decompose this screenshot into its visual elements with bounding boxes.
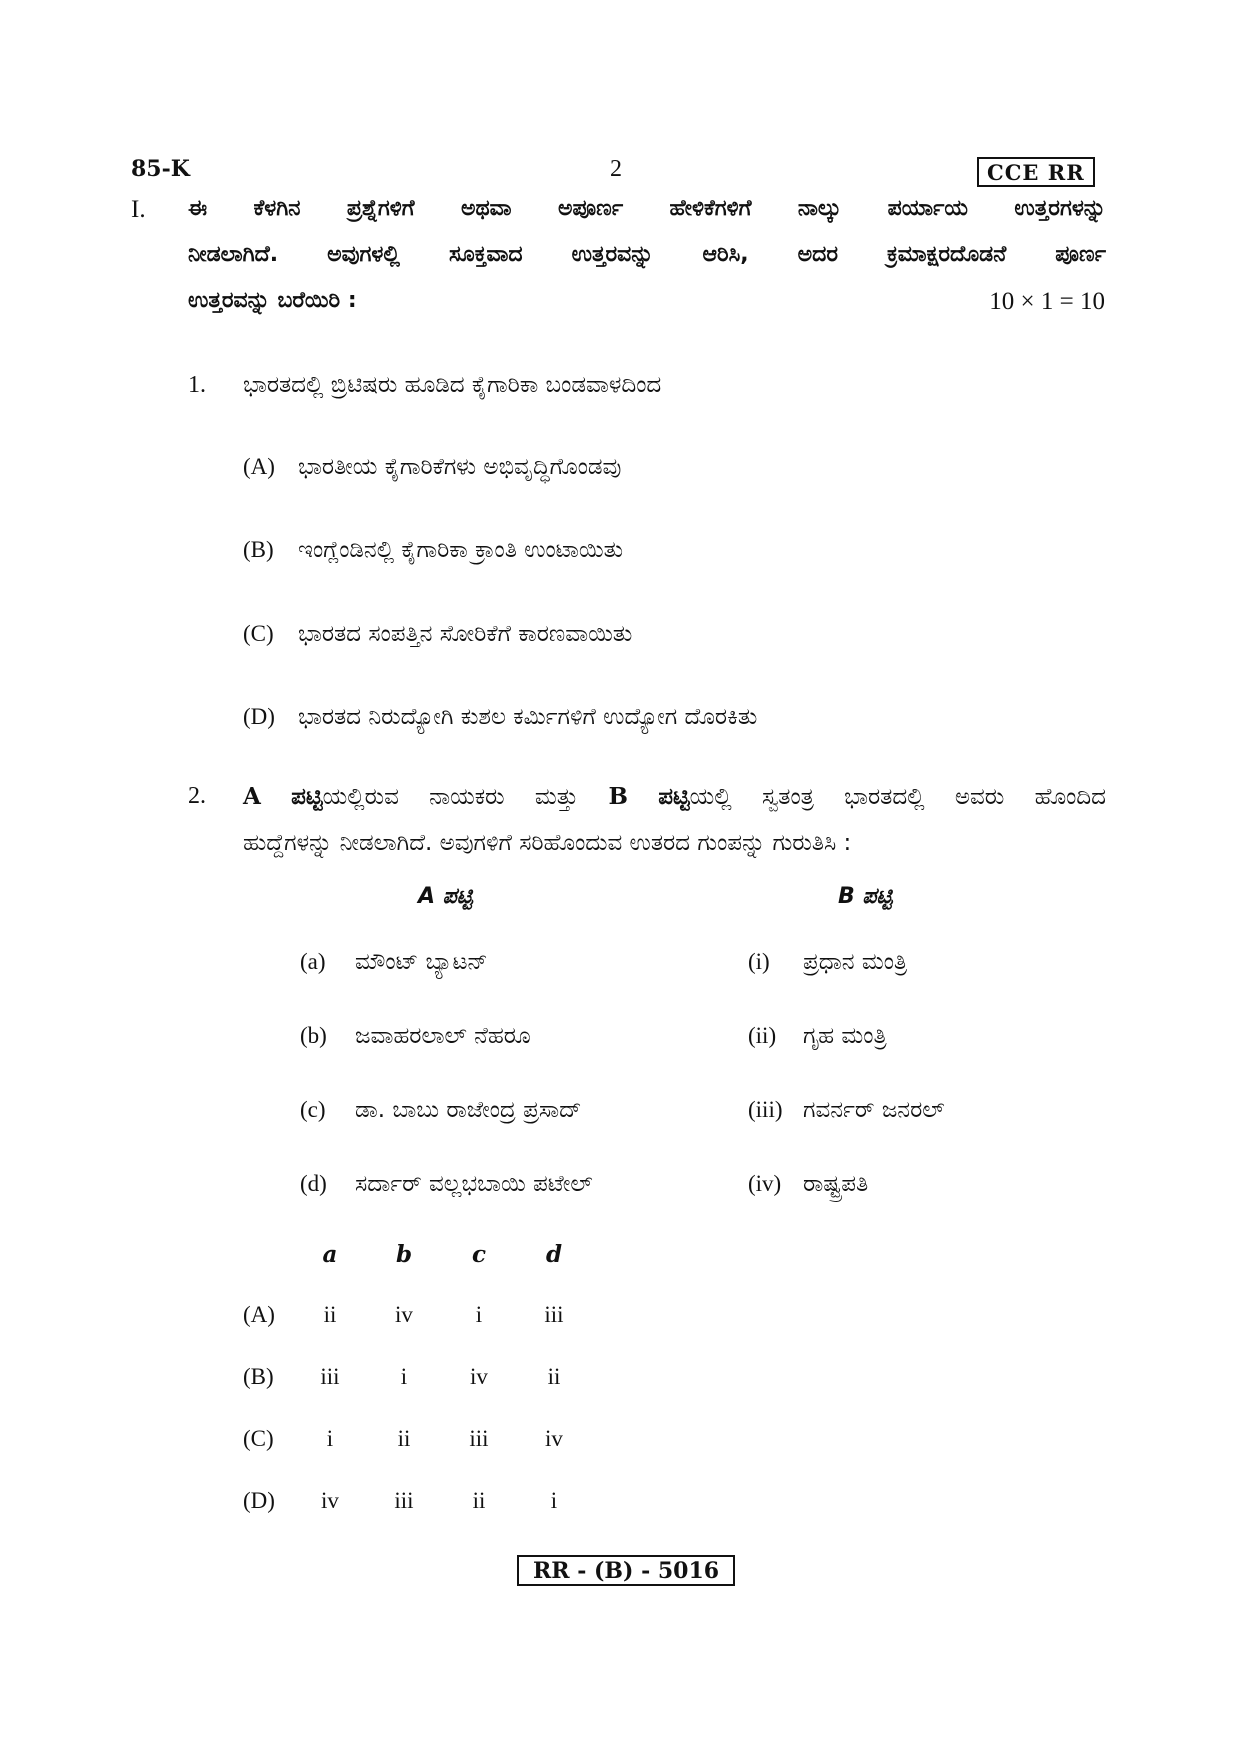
option-c-text: ಭಾರತದ ಸಂಪತ್ತಿನ ಸೋರಿಕೆಗೆ ಕಾರಣವಾಯಿತು xyxy=(298,621,633,647)
table-cell: iv xyxy=(321,1488,339,1513)
table-cell: iv xyxy=(545,1426,563,1451)
table-cell: ii xyxy=(397,1426,411,1451)
table-cell: i xyxy=(550,1488,558,1513)
table-cell: i xyxy=(400,1364,408,1389)
marks-allocation: 10 × 1 = 10 xyxy=(989,288,1105,315)
column-a-label: (a) xyxy=(300,949,326,974)
paper-code: 85-K xyxy=(131,156,190,182)
table-cell: ii xyxy=(472,1488,486,1513)
answer-row-label: (A) xyxy=(243,1302,275,1327)
column-a-header: A ಪಟ್ಟಿ xyxy=(418,884,473,909)
table-header-b: b xyxy=(395,1241,413,1268)
option-a-label: (A) xyxy=(243,454,275,479)
column-b-label: (iv) xyxy=(748,1171,782,1196)
table-cell: iii xyxy=(394,1488,414,1513)
scheme-badge: CCE RR xyxy=(977,157,1095,187)
footer-code: RR - (B) - 5016 xyxy=(517,1555,735,1586)
column-a-item: ಡಾ. ಬಾಬು ರಾಜೇಂದ್ರ ಪ್ರಸಾದ್ xyxy=(355,1097,582,1123)
list-b-letter: B xyxy=(608,783,628,810)
option-d-text: ಭಾರತದ ನಿರುದ್ಯೋಗಿ ಕುಶಲ ಕರ್ಮಿಗಳಿಗೆ ಉದ್ಯೋಗ ದೊರಕಿತು xyxy=(298,704,758,730)
table-cell: ii xyxy=(323,1302,337,1327)
option-b-text: ಇಂಗ್ಲೆಂಡಿನಲ್ಲಿ ಕೈಗಾರಿಕಾ ಕ್ರಾಂತಿ ಉಂಟಾಯಿತು xyxy=(298,537,624,563)
answer-row-label: (B) xyxy=(243,1364,274,1389)
column-a-item: ಸರ್ದಾರ್ ವಲ್ಲಭಬಾಯಿ ಪಟೇಲ್ xyxy=(355,1171,593,1197)
column-b-label: (ii) xyxy=(748,1023,777,1048)
section-number: I. xyxy=(131,196,146,223)
column-b-item: ಗವರ್ನರ್ ಜನರಲ್ xyxy=(803,1097,945,1123)
question-text: ಭಾರತದಲ್ಲಿ ಬ್ರಿಟಿಷರು ಹೂಡಿದ ಕೈಗಾರಿಕಾ ಬಂಡವಾಳದಿಂದ xyxy=(243,372,662,398)
list-a-word: ಪಟ್ಟಿ xyxy=(291,784,323,810)
option-a-text: ಭಾರತೀಯ ಕೈಗಾರಿಕೆಗಳು ಅಭಿವೃದ್ಧಿಗೊಂಡವು xyxy=(298,454,622,480)
table-header-d: d xyxy=(545,1241,563,1268)
table-cell: iv xyxy=(470,1364,488,1389)
text-segment: ಯಲ್ಲಿ ಸ್ವತಂತ್ರ ಭಾರತದಲ್ಲಿ ಅವರು ಹೊಂದಿದ xyxy=(689,784,1107,810)
column-a-item: ಜವಾಹರಲಾಲ್ ನೆಹರೂ xyxy=(355,1023,531,1049)
option-c-label: (C) xyxy=(243,621,274,646)
table-cell: iii xyxy=(469,1426,489,1451)
option-b-label: (B) xyxy=(243,537,274,562)
question-text-line-1 xyxy=(243,783,1106,810)
question-text-line-2: ಹುದ್ದೆಗಳನ್ನು ನೀಡಲಾಗಿದೆ. ಅವುಗಳಿಗೆ ಸರಿಹೊಂದುವ ಉತರದ ಗುಂಪನ್ನು ಗುರುತಿಸಿ : xyxy=(243,830,852,856)
column-b-item: ಗೃಹ ಮಂತ್ರಿ xyxy=(803,1023,887,1049)
answer-row-label: (D) xyxy=(243,1488,275,1513)
column-b-item: ರಾಷ್ಟ್ರಪತಿ xyxy=(803,1171,869,1197)
table-cell: iv xyxy=(395,1302,413,1327)
table-header-a: a xyxy=(322,1241,338,1268)
question-number: 2. xyxy=(188,783,206,809)
instruction-line-3: ಉತ್ತರವನ್ನು ಬರೆಯಿರಿ : xyxy=(188,288,357,313)
column-b-item: ಪ್ರಧಾನ ಮಂತ್ರಿ xyxy=(803,949,908,975)
column-a-label: (c) xyxy=(300,1097,326,1122)
page-number: 2 xyxy=(610,156,622,182)
instruction-line-1: ಈ ಕೆಳಗಿನ ಪ್ರಶ್ನೆಗಳಿಗೆ ಅಥವಾ ಅಪೂರ್ಣ ಹೇಳಿಕೆಗಳಿಗೆ ನಾಲ್ಕು ಪರ್ಯಾಯ ಉತ್ತರಗಳನ್ನು xyxy=(188,196,1106,221)
table-cell: i xyxy=(326,1426,334,1451)
instruction-line-2: ನೀಡಲಾಗಿದೆ. ಅವುಗಳಲ್ಲಿ ಸೂಕ್ತವಾದ ಉತ್ತರವನ್ನು ಆರಿಸಿ, ಅದರ ಕ್ರಮಾಕ್ಷರದೊಡನೆ ಪೂರ್ಣ xyxy=(188,242,1106,267)
table-header-c: c xyxy=(471,1241,486,1268)
column-b-label: (iii) xyxy=(748,1097,783,1122)
column-a-item: ಮೌಂಟ್ ಬ್ಯಾಟನ್ xyxy=(355,949,488,975)
table-cell: i xyxy=(475,1302,483,1327)
table-cell: ii xyxy=(547,1364,561,1389)
text-segment: ಯಲ್ಲಿರುವ ನಾಯಕರು ಮತ್ತು xyxy=(322,784,609,810)
column-a-label: (d) xyxy=(300,1171,327,1196)
answer-row-label: (C) xyxy=(243,1426,274,1451)
column-a-label: (b) xyxy=(300,1023,327,1048)
table-cell: iii xyxy=(320,1364,340,1389)
table-cell: iii xyxy=(544,1302,564,1327)
option-d-label: (D) xyxy=(243,704,275,729)
list-a-letter: A xyxy=(243,783,261,810)
list-b-word: ಪಟ್ಟಿ xyxy=(658,784,690,810)
column-b-header: B ಪಟ್ಟಿ xyxy=(838,884,893,909)
column-b-label: (i) xyxy=(748,949,770,974)
question-number: 1. xyxy=(188,372,206,398)
